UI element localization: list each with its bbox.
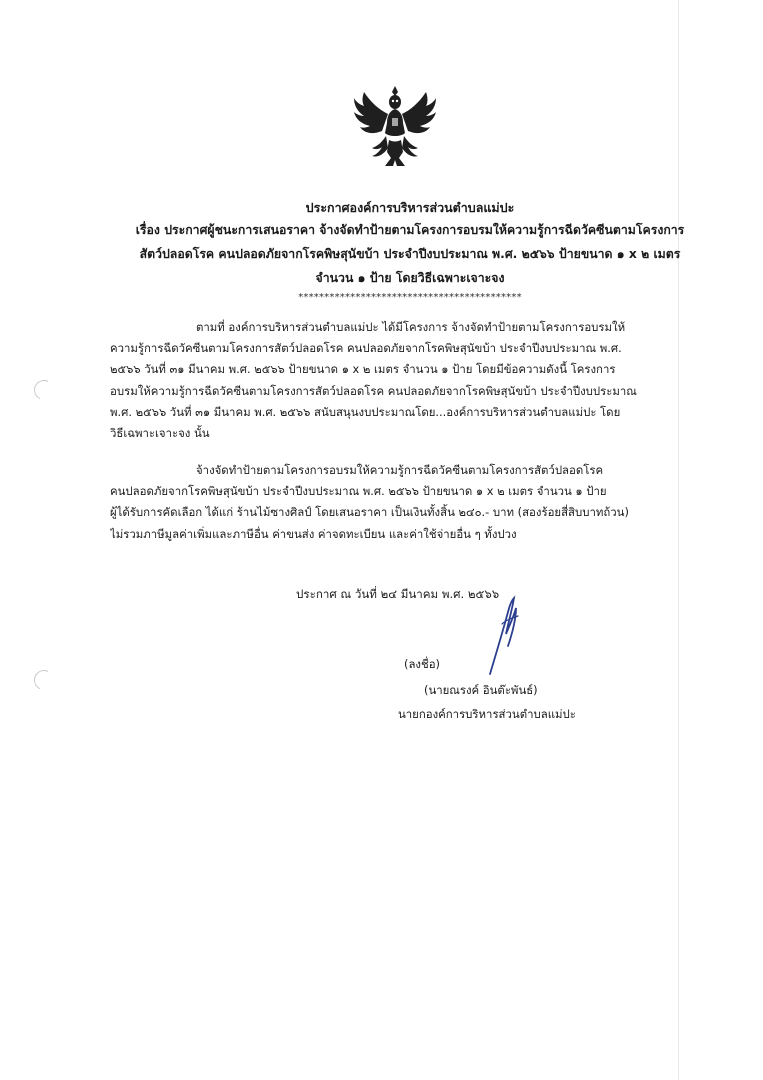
garuda-emblem-icon bbox=[348, 82, 442, 172]
paragraph-line: ๒๕๖๖ วันที่ ๓๑ มีนาคม พ.ศ. ๒๕๖๖ ป้ายขนาด ๑ x ๒ เมตร จำนวน ๑ ป้าย โดยมีข้อความดังนี้ โครงการ bbox=[110, 362, 616, 377]
punch-hole-mark bbox=[31, 667, 57, 693]
announce-date: ประกาศ ณ วันที่ ๒๔ มีนาคม พ.ศ. ๒๕๖๖ bbox=[296, 587, 500, 601]
paragraph-line: คนปลอดภัยจากโรคพิษสุนัขบ้า ประจำปีงบประมาณ พ.ศ. ๒๕๖๖ ป้ายขนาด ๑ x ๒ เมตร จำนวน ๑ ป้าย bbox=[110, 484, 607, 499]
signer-position: นายกองค์การบริหารส่วนตำบลแม่ปะ bbox=[398, 707, 576, 721]
handwritten-signature bbox=[482, 594, 522, 678]
subject-block bbox=[110, 218, 710, 290]
document-title: ประกาศองค์การบริหารส่วนตำบลแม่ปะ bbox=[305, 200, 515, 215]
body-paragraph-2 bbox=[110, 460, 704, 545]
paragraph-line: ตามที่ องค์การบริหารส่วนตำบลแม่ปะ ได้มีโครงการ จ้างจัดทำป้ายตามโครงการอบรมให้ bbox=[196, 320, 626, 334]
paragraph-line: ไม่รวมภาษีมูลค่าเพิ่มและภาษีอื่น ค่าขนส่ง ค่าจดทะเบียน และค่าใช้จ่ายอื่น ๆ ทั้งปวง bbox=[110, 526, 517, 541]
paragraph-line: อบรมให้ความรู้การฉีดวัคซีนตามโครงการสัตว์ปลอดโรค คนปลอดภัยจากโรคพิษสุนัขบ้า ประจำปีงบประมาณ bbox=[110, 383, 637, 398]
subject-line: จำนวน ๑ ป้าย โดยวิธีเฉพาะเจาะจง bbox=[315, 271, 505, 285]
signer-name: (นายณรงค์ อินต๊ะพันธ์) bbox=[424, 683, 538, 697]
paragraph-line: ผู้ได้รับการคัดเลือก ได้แก่ ร้านไม้ซางศิลป์ โดยเสนอราคา เป็นเงินทั้งสิ้น ๒๔๐.- บาท (สองร้อยสี่สิบบาทถ้วน) bbox=[110, 505, 629, 520]
paragraph-line: วิธีเฉพาะเจาะจง นั้น bbox=[110, 426, 210, 441]
punch-hole-mark bbox=[31, 377, 57, 403]
paragraph-line: พ.ศ. ๒๕๖๖ วันที่ ๓๑ มีนาคม พ.ศ. ๒๕๖๖ สนับสนุนงบประมาณโดย...องค์การบริหารส่วนตำบลแม่ปะ โดย bbox=[110, 404, 621, 419]
sign-label: (ลงชื่อ) bbox=[404, 657, 441, 671]
divider-line: ******************************************* bbox=[298, 292, 522, 303]
paragraph-line: ความรู้การฉีดวัคซีนตามโครงการสัตว์ปลอดโรค คนปลอดภัยจากโรคพิษสุนัขบ้า ประจำปีงบประมาณ พ.ศ. bbox=[110, 341, 622, 356]
body-paragraph-1 bbox=[110, 317, 704, 444]
subject-line: เรื่อง ประกาศผู้ชนะการเสนอราคา จ้างจัดทำป้ายตามโครงการอบรมให้ความรู้การฉีดวัคซีนตามโครงการ bbox=[135, 223, 685, 237]
paragraph-line: จ้างจัดทำป้ายตามโครงการอบรมให้ความรู้การฉีดวัคซีนตามโครงการสัตว์ปลอดโรค bbox=[196, 463, 604, 477]
subject-line: สัตว์ปลอดโรค คนปลอดภัยจากโรคพิษสุนัขบ้า ประจำปีงบประมาณ พ.ศ. ๒๕๖๖ ป้ายขนาด ๑ x ๒ เมตร bbox=[139, 247, 681, 261]
